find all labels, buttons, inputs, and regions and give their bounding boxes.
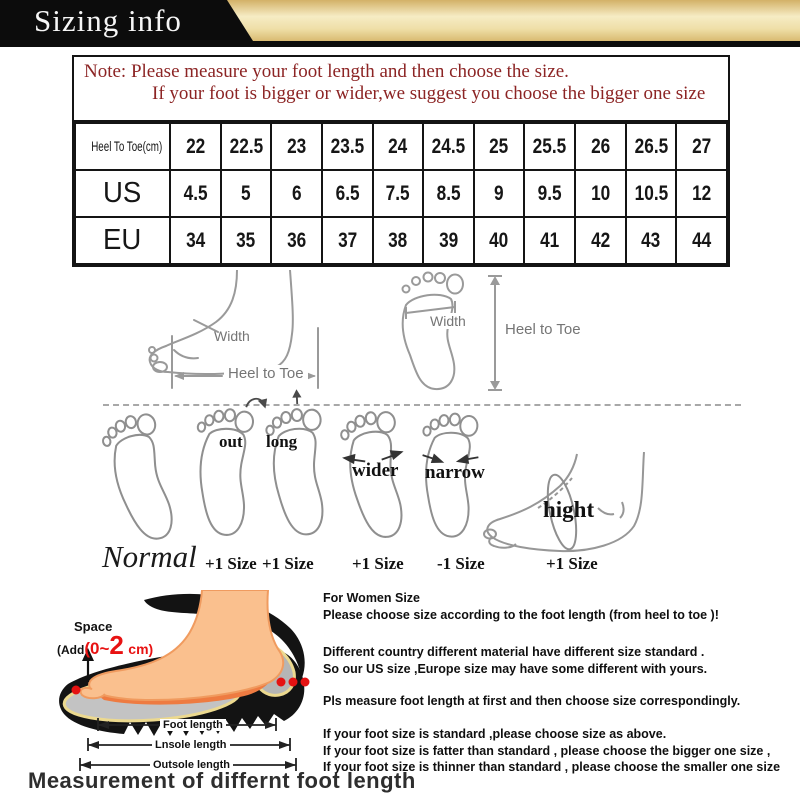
cell-eu: 44	[692, 228, 712, 252]
cell-cm: 22	[185, 134, 205, 158]
fit-size-hight: +1 Size	[546, 554, 598, 573]
advice-line-choose-by-length: Please choose size according to the foot length (from heel to toe )!	[323, 608, 719, 622]
add-suffix: cm)	[128, 641, 154, 657]
cell-cm: 22.5	[229, 134, 263, 158]
cell-cm: 25.5	[532, 134, 567, 158]
add-big-number: 2	[109, 630, 124, 660]
insole-length-label: Lnsole length	[152, 739, 230, 751]
fit-label-out: out	[219, 432, 243, 451]
size-table	[74, 122, 728, 265]
cell-us: 10	[590, 181, 610, 205]
space-label: Space	[74, 619, 113, 634]
fit-label-normal: Normal	[102, 539, 197, 574]
cell-us: 8.5	[436, 181, 461, 205]
table-row-eu	[75, 217, 727, 264]
fit-size-out: +1 Size	[205, 554, 257, 573]
cell-us: 4.5	[183, 181, 208, 205]
note-text	[74, 57, 728, 122]
cell-eu: 34	[185, 228, 205, 252]
print-width-label: Width	[426, 313, 470, 329]
cell-us: 6.5	[335, 181, 360, 205]
fit-size-long: +1 Size	[262, 554, 314, 573]
add-prefix: (Add	[57, 643, 85, 657]
cell-cm: 26.5	[634, 134, 668, 158]
cell-us: 10.5	[634, 181, 668, 205]
footprint-out	[181, 401, 268, 544]
note-line-1: Note: Please measure your foot length and then choose the size.	[84, 61, 569, 82]
fit-label-hight: hight	[543, 497, 595, 522]
outsole-length-label: Outsole length	[150, 759, 233, 771]
advice-line-thinner: If your foot size is thinner than standard , please choose the smaller one size	[323, 760, 781, 774]
fit-label-narrow: narrow	[425, 462, 485, 483]
page-title: Sizing info	[34, 3, 182, 38]
advice-line-different-standard: Different country different material have different size standard .	[323, 645, 705, 659]
fit-label-long: long	[266, 432, 298, 451]
cell-eu: 37	[337, 228, 357, 252]
advice-line-measure-first: Pls measure foot length at first and then choose size correspondingly.	[323, 694, 741, 708]
cell-cm: 24.5	[431, 134, 466, 158]
fit-size-narrow: -1 Size	[437, 554, 485, 573]
side-width-label: Width	[214, 328, 250, 344]
side-heel-to-toe-label: Heel to Toe	[224, 365, 308, 382]
advice-line-us-europe: So our US size ,Europe size may have some different with yours.	[323, 662, 708, 676]
cell-cm: 26	[590, 134, 610, 158]
foot-length-label: Foot length	[160, 719, 226, 731]
row-header-cm: Heel To Toe(cm)	[91, 137, 163, 154]
cell-us: 12	[692, 181, 712, 205]
table-row-us	[75, 170, 727, 217]
cell-eu: 38	[388, 228, 408, 252]
table-row-heel-to-toe	[75, 123, 727, 170]
add-open: (0~	[84, 639, 110, 658]
cell-eu: 43	[641, 228, 661, 252]
cell-us: 9	[494, 181, 504, 205]
fit-size-wider: +1 Size	[352, 554, 404, 573]
cell-eu: 40	[489, 228, 509, 252]
cell-us: 7.5	[385, 181, 410, 205]
size-chart-box	[72, 55, 730, 267]
figure-caption: Measurement of differnt foot length	[28, 768, 416, 793]
fit-label-wider: wider	[352, 460, 399, 481]
cell-cm: 24	[388, 134, 408, 158]
footprint-long	[256, 402, 341, 544]
cell-us: 9.5	[537, 181, 562, 205]
cell-cm: 25	[489, 134, 509, 158]
cell-eu: 36	[286, 228, 307, 252]
cell-us: 5	[241, 181, 251, 205]
note-line-2: If your foot is bigger or wider,we suggest you choose the bigger one size	[152, 83, 706, 104]
advice-line-for-women-size: For Women Size	[323, 591, 421, 605]
cell-eu: 41	[540, 228, 560, 252]
row-header-eu: EU	[103, 224, 142, 256]
row-header-us: US	[103, 177, 142, 209]
cell-eu: 35	[236, 228, 256, 252]
cell-us: 6	[291, 181, 302, 205]
advice-line-standard: If your foot size is standard ,please choose size as above.	[323, 727, 667, 741]
print-heel-to-toe-label: Heel to Toe	[505, 321, 581, 338]
cell-eu: 39	[438, 228, 459, 252]
space-add-label	[57, 632, 153, 659]
advice-line-fatter: If your foot size is fatter than standard , please choose the bigger one size ,	[323, 744, 771, 758]
cell-cm: 27	[692, 134, 712, 158]
cell-eu: 42	[590, 228, 610, 252]
cell-cm: 23	[286, 134, 307, 158]
cell-cm: 23.5	[330, 134, 364, 158]
footprint-normal	[89, 403, 196, 555]
